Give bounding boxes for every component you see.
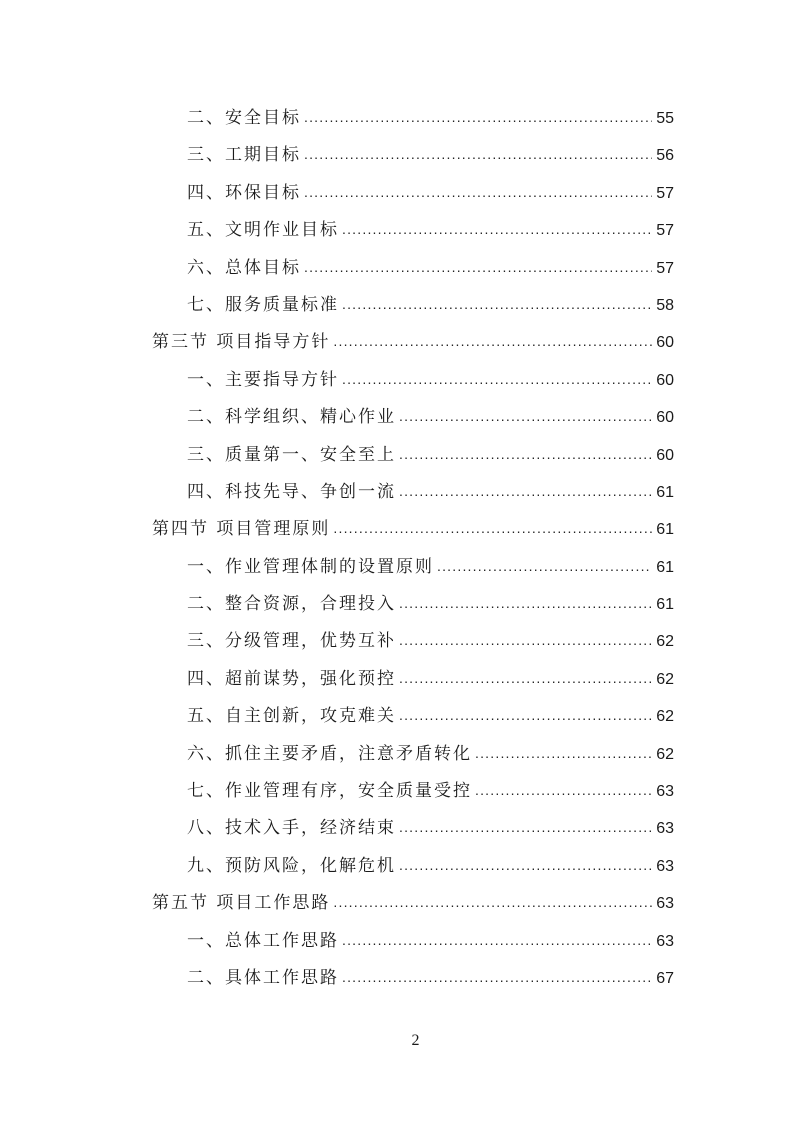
toc-entry[interactable]: [152, 773, 674, 810]
toc-entry[interactable]: [152, 437, 674, 474]
dot-leader: [399, 660, 652, 697]
dot-leader: [342, 211, 652, 248]
toc-section-entry[interactable]: [152, 324, 674, 361]
toc-entry-page: 63: [656, 783, 674, 801]
toc-entry-title: 五、自主创新，攻克难关: [187, 706, 396, 727]
toc-entry-page: 63: [656, 932, 674, 950]
toc-entry[interactable]: [152, 474, 674, 511]
toc-entry-page: 60: [656, 446, 674, 464]
toc-entry-title: 四、环保目标: [187, 182, 301, 203]
toc-entry-page: 63: [656, 857, 674, 875]
toc-entry-title: 七、作业管理有序，安全质量受控: [187, 781, 472, 802]
toc-entry[interactable]: [152, 549, 674, 586]
toc-entry-title: 八、技术入手，经济结束: [187, 818, 396, 839]
toc-section-entry[interactable]: [152, 511, 674, 548]
toc-entry-page: 57: [656, 259, 674, 277]
toc-entry-title: 九、预防风险，化解危机: [187, 855, 396, 876]
toc-entry-page: 56: [656, 147, 674, 165]
toc-entry-page: 58: [656, 296, 674, 314]
dot-leader: [342, 959, 652, 996]
toc-entry-title: 五、文明作业目标: [187, 220, 339, 241]
dot-leader: [399, 697, 652, 734]
dot-leader: [342, 286, 652, 323]
dot-leader: [399, 622, 652, 659]
dot-leader: [475, 735, 652, 772]
toc-entry-page: 62: [656, 633, 674, 651]
dot-leader: [399, 398, 652, 435]
toc-entry[interactable]: [152, 623, 674, 660]
toc-entry[interactable]: [152, 287, 674, 324]
dot-leader: [475, 772, 652, 809]
toc-entry-page: 63: [656, 895, 674, 913]
toc-entry-title: 六、总体目标: [187, 257, 301, 278]
toc-entry[interactable]: [152, 362, 674, 399]
toc-entry[interactable]: [152, 100, 674, 137]
toc-entry-title: 三、工期目标: [187, 145, 301, 166]
dot-leader: [437, 548, 652, 585]
toc-entry-page: 60: [656, 334, 674, 352]
toc-section-entry[interactable]: [152, 885, 674, 922]
table-of-contents: [152, 100, 674, 997]
toc-entry-title: 一、总体工作思路: [187, 930, 339, 951]
toc-entry[interactable]: [152, 661, 674, 698]
toc-entry[interactable]: [152, 212, 674, 249]
dot-leader: [304, 174, 652, 211]
dot-leader: [399, 436, 652, 473]
dot-leader: [399, 473, 652, 510]
toc-entry-title: 一、主要指导方针: [187, 369, 339, 390]
toc-entry-page: 55: [656, 110, 674, 127]
toc-entry-title: 六、抓住主要矛盾，注意矛盾转化: [187, 743, 472, 764]
dot-leader: [342, 922, 652, 959]
toc-entry[interactable]: [152, 586, 674, 623]
toc-entry[interactable]: [152, 960, 674, 997]
toc-entry-page: 57: [656, 184, 674, 202]
dot-leader: [399, 809, 652, 846]
toc-entry-page: 60: [656, 371, 674, 389]
dot-leader: [333, 510, 652, 547]
toc-entry-title: 七、服务质量标准: [187, 294, 339, 315]
toc-entry-page: 61: [656, 596, 674, 614]
toc-entry-page: 61: [656, 558, 674, 576]
page-number: 2: [411, 1032, 420, 1049]
dot-leader: [304, 136, 652, 173]
toc-entry-title: 二、整合资源，合理投入: [187, 594, 396, 615]
toc-entry[interactable]: [152, 698, 674, 735]
toc-entry[interactable]: [152, 923, 674, 960]
toc-entry-page: 62: [656, 745, 674, 763]
toc-entry-title: 第五节 项目工作思路: [152, 893, 331, 914]
toc-entry-title: 一、作业管理体制的设置原则: [187, 556, 434, 577]
toc-entry-page: 67: [656, 969, 674, 987]
dot-leader: [399, 585, 652, 622]
toc-entry-title: 二、具体工作思路: [187, 967, 339, 988]
dot-leader: [333, 884, 652, 921]
toc-entry[interactable]: [152, 810, 674, 847]
toc-entry-page: 61: [656, 521, 674, 539]
toc-entry[interactable]: [152, 175, 674, 212]
dot-leader: [333, 323, 652, 360]
toc-entry[interactable]: [152, 848, 674, 885]
toc-entry-title: 二、科学组织、精心作业: [187, 407, 396, 428]
toc-entry-page: 63: [656, 820, 674, 838]
toc-entry-title: 四、超前谋势，强化预控: [187, 668, 396, 689]
toc-entry[interactable]: [152, 250, 674, 287]
toc-entry-page: 62: [656, 670, 674, 688]
toc-entry[interactable]: [152, 399, 674, 436]
dot-leader: [304, 99, 652, 136]
dot-leader: [399, 847, 652, 884]
toc-entry-page: 60: [656, 409, 674, 427]
toc-entry-title: 二、安全目标: [187, 108, 301, 128]
toc-entry-title: 第三节 项目指导方针: [152, 332, 331, 353]
toc-entry-title: 三、分级管理，优势互补: [187, 631, 396, 652]
toc-entry-title: 三、质量第一、安全至上: [187, 444, 396, 465]
toc-entry-page: 61: [656, 483, 674, 501]
toc-entry-title: 第四节 项目管理原则: [152, 519, 331, 540]
toc-entry-page: 57: [656, 222, 674, 240]
toc-entry-title: 四、科技先导、争创一流: [187, 481, 396, 502]
toc-entry[interactable]: [152, 736, 674, 773]
toc-entry-page: 62: [656, 708, 674, 726]
dot-leader: [342, 361, 652, 398]
toc-entry[interactable]: [152, 137, 674, 174]
dot-leader: [304, 249, 652, 286]
